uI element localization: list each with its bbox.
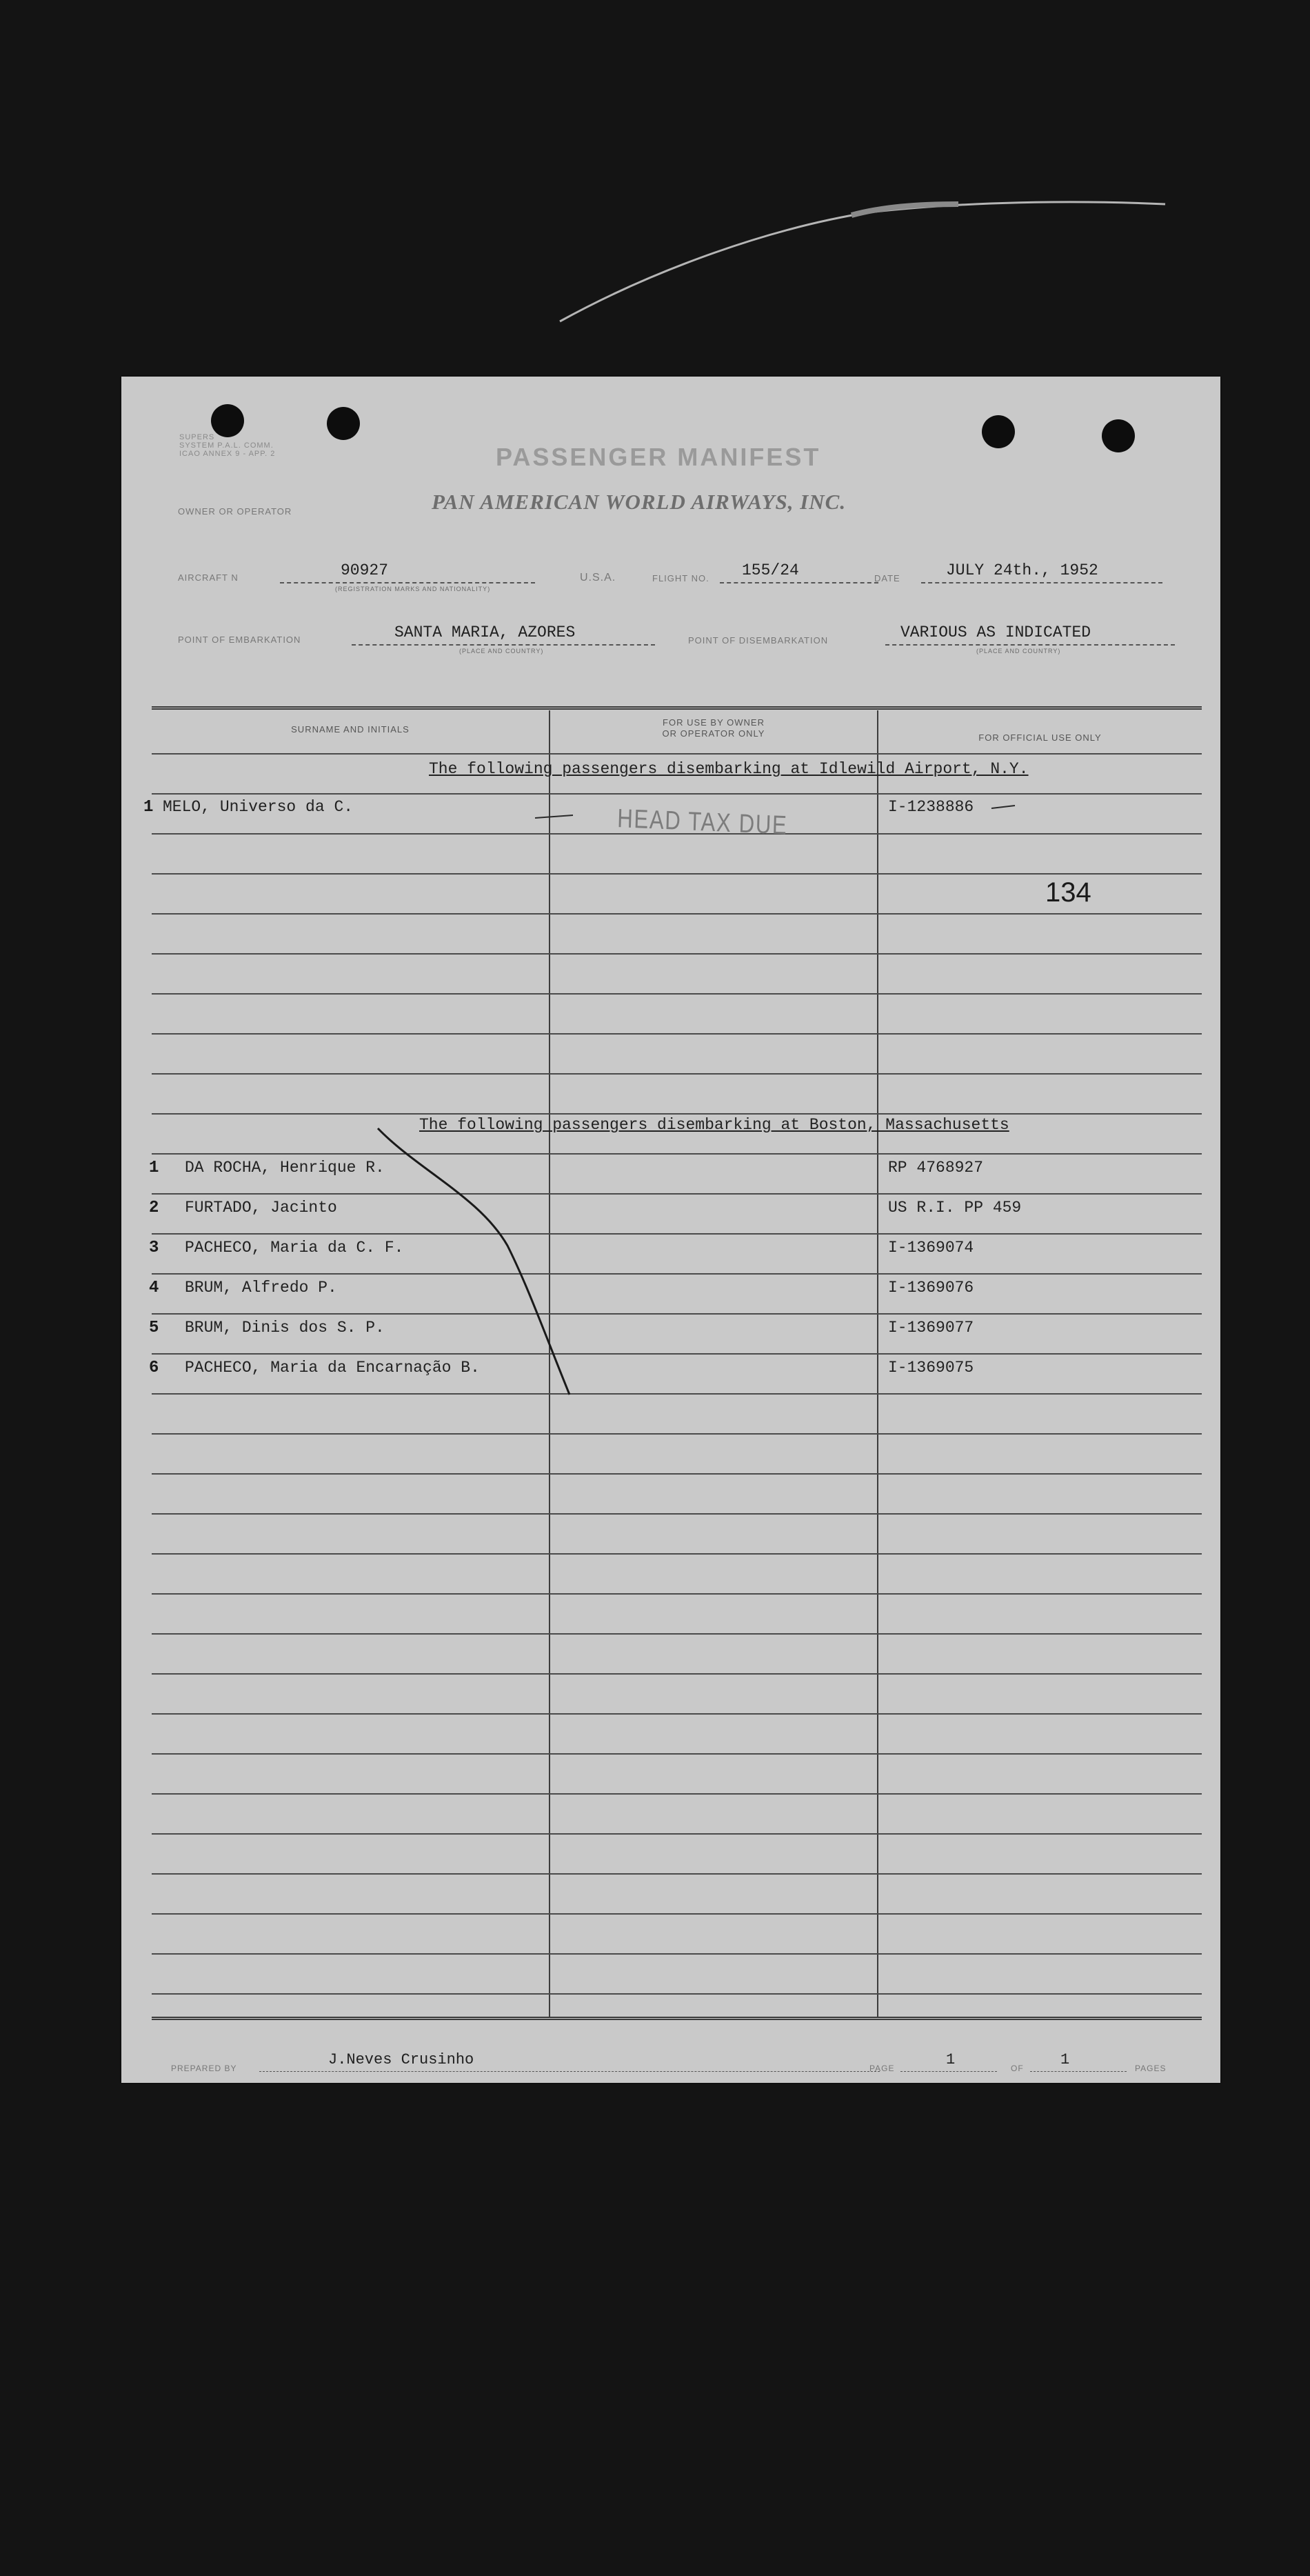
- prepared-label: PREPARED BY: [171, 2064, 237, 2073]
- section-heading-boston: The following passengers disembarking at Boston, Massachusetts: [419, 1116, 1009, 1134]
- aircraft-caption: (REGISTRATION MARKS AND NATIONALITY): [335, 586, 491, 592]
- official-number: RP 4768927: [888, 1159, 984, 1177]
- column-header-owner-use-line: FOR USE BY OWNER: [663, 717, 765, 728]
- embarkation-value: SANTA MARIA, AZORES: [394, 623, 576, 641]
- row-number: 2: [149, 1199, 159, 1217]
- airline-name: PAN AMERICAN WORLD AIRWAYS, INC.: [432, 490, 847, 514]
- official-number: I-1238886: [888, 798, 974, 816]
- manifest-sheet: [121, 377, 1220, 2083]
- flight-label: FLIGHT NO.: [652, 573, 709, 583]
- section-heading-idlewild: The following passengers disembarking at Idlewild Airport, N.Y.: [429, 760, 1029, 778]
- date-label: DATE: [874, 573, 900, 583]
- row-number: 3: [149, 1239, 159, 1257]
- official-number: I-1369075: [888, 1359, 974, 1377]
- form-reference-line: SUPERS: [179, 433, 215, 441]
- passenger-name: FURTADO, Jacinto: [185, 1199, 337, 1217]
- pen-marks: [121, 377, 1220, 2083]
- of-value: 1: [1060, 2051, 1070, 2068]
- official-number: I-1369076: [888, 1279, 974, 1297]
- aircraft-value: 90927: [341, 561, 389, 579]
- binder-wire: [0, 0, 1310, 386]
- head-tax-stamp: HEAD TAX DUE: [616, 804, 788, 841]
- page-title: PASSENGER MANIFEST: [496, 443, 821, 471]
- passenger-name: BRUM, Alfredo P.: [185, 1279, 337, 1297]
- official-number: US R.I. PP 459: [888, 1199, 1022, 1217]
- row-number: 1: [143, 798, 154, 817]
- row-number: 5: [149, 1319, 159, 1337]
- row-number: 1: [149, 1159, 159, 1177]
- passenger-name: BRUM, Dinis dos S. P.: [185, 1319, 385, 1337]
- passenger-name: PACHECO, Maria da Encarnação B.: [185, 1359, 480, 1377]
- owner-label: OWNER OR OPERATOR: [178, 506, 292, 517]
- disembarkation-caption: (PLACE AND COUNTRY): [976, 648, 1061, 655]
- handwritten-number: 134: [1045, 877, 1091, 908]
- page-label: PAGE: [869, 2064, 895, 2073]
- row-number: 4: [149, 1279, 159, 1297]
- form-reference-line: ICAO ANNEX 9 - APP. 2: [179, 450, 276, 458]
- column-header-official: FOR OFFICIAL USE ONLY: [978, 732, 1102, 743]
- embarkation-caption: (PLACE AND COUNTRY): [459, 648, 544, 655]
- embarkation-label: POINT OF EMBARKATION: [178, 635, 301, 645]
- official-number: I-1369074: [888, 1239, 974, 1257]
- page-value: 1: [946, 2051, 956, 2068]
- passenger-name: PACHECO, Maria da C. F.: [185, 1239, 404, 1257]
- of-label: OF: [1011, 2064, 1024, 2073]
- row-number: 6: [149, 1359, 159, 1377]
- nationality: U.S.A.: [580, 572, 616, 583]
- prepared-value: J.Neves Crusinho: [328, 2051, 474, 2068]
- column-header-owner-use-line: OR OPERATOR ONLY: [662, 728, 765, 739]
- passenger-name: MELO, Universo da C.: [163, 798, 354, 816]
- disembarkation-label: POINT OF DISEMBARKATION: [688, 635, 829, 646]
- form-reference-line: SYSTEM P.A.L. COMM.: [179, 441, 274, 450]
- date-value: JULY 24th., 1952: [946, 561, 1098, 579]
- pages-label: PAGES: [1135, 2064, 1167, 2073]
- flight-value: 155/24: [742, 561, 799, 579]
- aircraft-label: AIRCRAFT N: [178, 572, 239, 583]
- official-number: I-1369077: [888, 1319, 974, 1337]
- disembarkation-value: VARIOUS AS INDICATED: [900, 623, 1091, 641]
- passenger-name: DA ROCHA, Henrique R.: [185, 1159, 385, 1177]
- column-header-surname: SURNAME AND INITIALS: [291, 724, 410, 735]
